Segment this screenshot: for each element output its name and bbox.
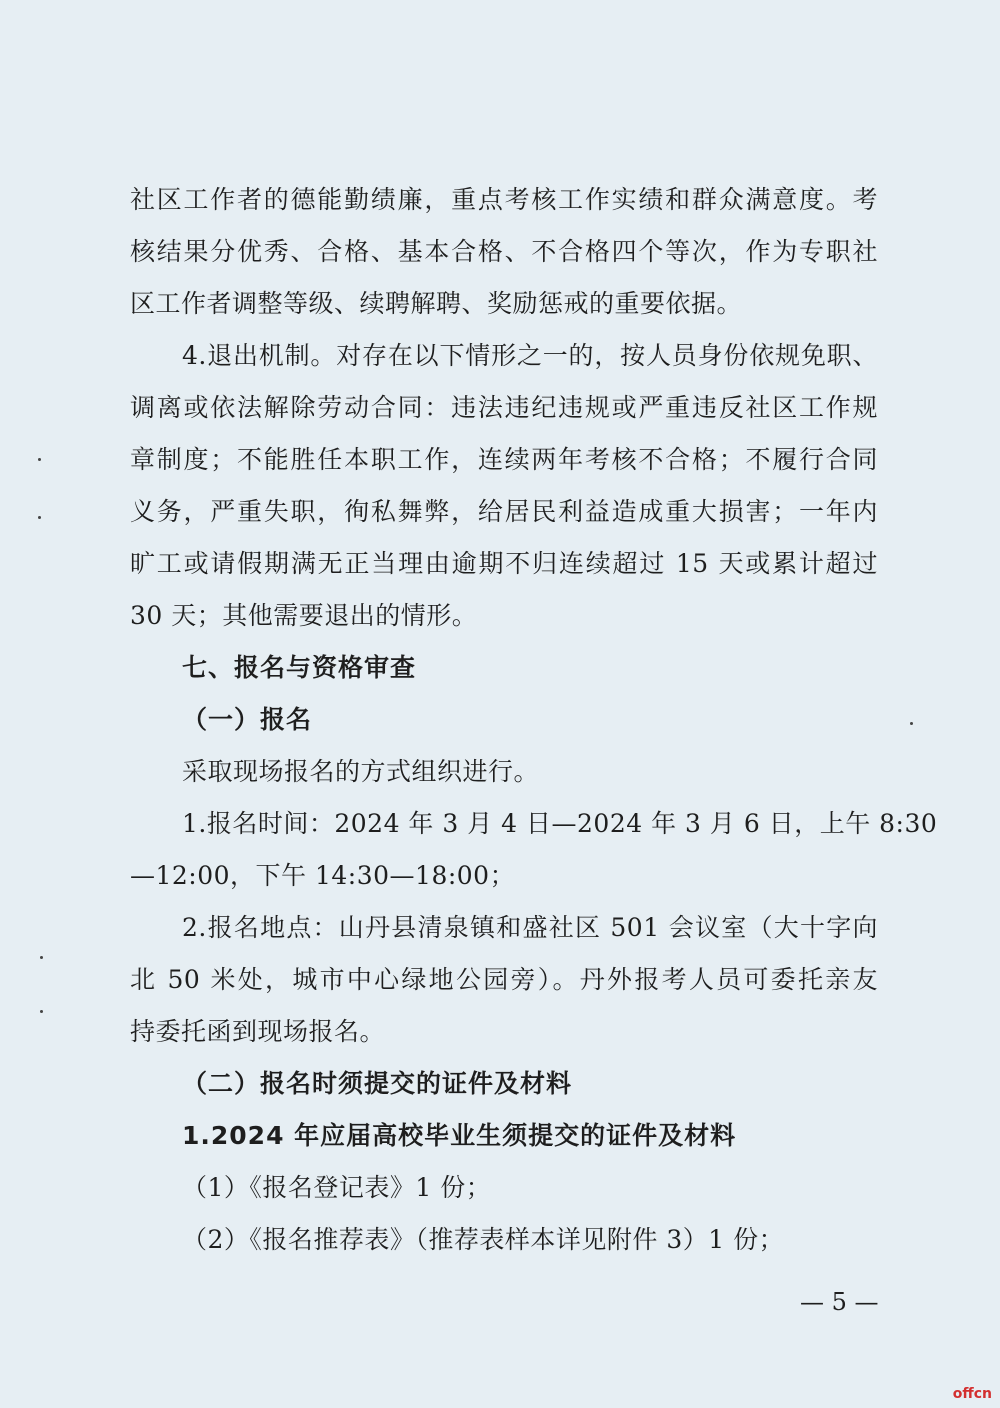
- page-number: — 5 —: [800, 1288, 879, 1316]
- subsection-heading: （二）报名时须提交的证件及材料: [182, 1069, 573, 1098]
- scan-speck: [38, 458, 41, 461]
- body-line: 核结果分优秀、合格、基本合格、不合格四个等次，作为专职社: [130, 237, 878, 266]
- list-item: （2）《报名推荐表》（推荐表样本详见附件 3）1 份；: [182, 1225, 785, 1254]
- body-line: 旷工或请假期满无正当理由逾期不归连续超过 15 天或累计超过: [130, 549, 878, 578]
- item-heading: 1.2024 年应届高校毕业生须提交的证件及材料: [182, 1121, 737, 1150]
- body-line: 区工作者调整等级、续聘解聘、奖励惩戒的重要依据。: [130, 289, 743, 318]
- body-line: —12:00，下午 14:30—18:00；: [130, 861, 516, 890]
- body-line: 北 50 米处，城市中心绿地公园旁）。丹外报考人员可委托亲友: [130, 965, 878, 994]
- list-item: （1）《报名登记表》1 份；: [182, 1173, 492, 1202]
- scan-speck: [40, 1010, 43, 1013]
- body-line: 1.报名时间：2024 年 3 月 4 日—2024 年 3 月 6 日，上午 8:30: [182, 809, 938, 838]
- scan-speck: [910, 722, 913, 725]
- scan-speck: [40, 956, 43, 959]
- body-line: 社区工作者的德能勤绩廉，重点考核工作实绩和群众满意度。考: [130, 185, 878, 214]
- body-line: 章制度；不能胜任本职工作，连续两年考核不合格；不履行合同: [130, 445, 878, 474]
- watermark-logo: offcn: [952, 1386, 992, 1402]
- body-line: 义务，严重失职，徇私舞弊，给居民利益造成重大损害；一年内: [130, 497, 878, 526]
- body-line: 2.报名地点：山丹县清泉镇和盛社区 501 会议室（大十字向: [182, 913, 878, 942]
- body-line: 调离或依法解除劳动合同：违法违纪违规或严重违反社区工作规: [130, 393, 878, 422]
- subsection-heading: （一）报名: [182, 705, 313, 734]
- body-line: 30 天；其他需要退出的情形。: [130, 601, 478, 630]
- scan-speck: [38, 516, 41, 519]
- body-line: 采取现场报名的方式组织进行。: [182, 757, 540, 786]
- body-line: 4.退出机制。对存在以下情形之一的，按人员身份依规免职、: [182, 341, 878, 370]
- body-line: 持委托函到现场报名。: [130, 1017, 386, 1046]
- section-heading: 七、报名与资格审查: [182, 653, 417, 682]
